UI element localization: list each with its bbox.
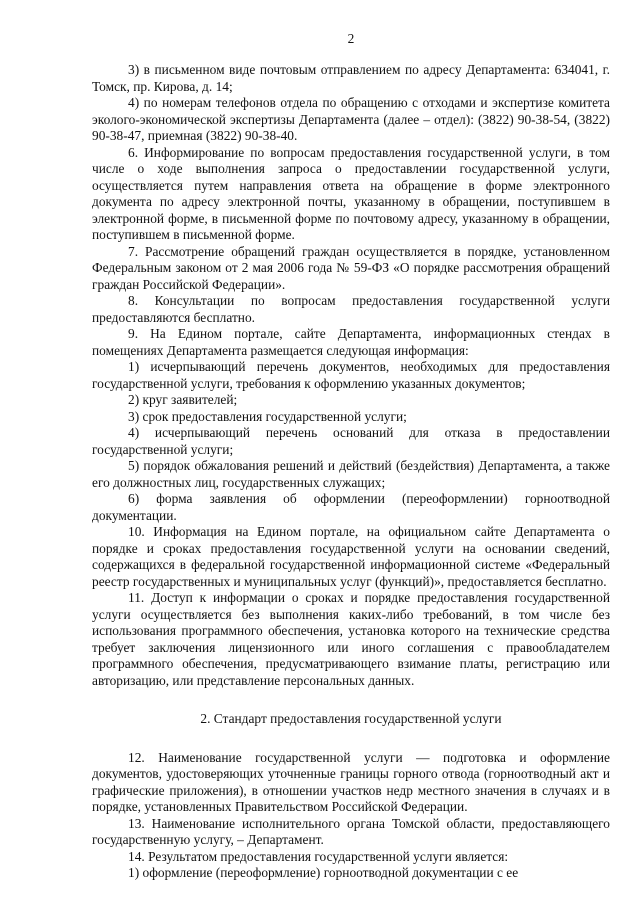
list-item-applicants: 2) круг заявителей;	[128, 392, 238, 407]
document-page	[92, 0, 610, 905]
list-item-application-form: 6) форма заявления об оформлении (переоформлении) горноотводной документации.	[92, 491, 610, 523]
paragraph-14-result: 14. Результатом предоставления государственной услуги является:	[128, 848, 509, 864]
paragraph-11-access: 11. Доступ к информации о сроках и порядке предоставления государственной услуги осуществляется без выполнения каких-либо требований, в том числе без использования программного обеспечения, установка которого на технические средства требует заключения лицензионного или иного соглашения с правообладателем программного обеспечения, предусматривающего взимание платы, регистрацию или авторизацию, или представление персональных данных.	[92, 590, 610, 688]
paragraph-10-free-info: 10. Информация на Едином портале, на официальном сайте Департамента о порядке и сроках предоставления государственной услуги на основании сведений, содержащихся в федеральной государственной информационной системе «Федеральный реестр государственных и муниципальных услуг (функций)», предоставляется бесплатно.	[92, 524, 610, 589]
paragraph-12-service-name: 12. Наименование государственной услуги — подготовка и оформление документов, удостоверяющих уточненные границы горного отвода (горноотводный акт и графические приложения), в отношении участков недр местного значения в случаях и в порядке, установленных Правительством Российской Федерации.	[92, 749, 610, 814]
paragraph-6-informing: 6. Информирование по вопросам предоставления государственной услуги, в том числе о ходе выполнения запроса о предоставлении государственной услуги, осуществляется путем направления ответа на обращение в форме электронного документа по адресу электронной почты, указанному в обращении, поступившем в электронной форме, в письменной форме по почтовому адресу, указанному в обращении, поступившем в письменной форме.	[92, 144, 610, 242]
section-heading: 2. Стандарт предоставления государственной услуги	[200, 711, 502, 726]
list-item-documents: 1) исчерпывающий перечень документов, необходимых для предоставления государственной услуги, требования к оформлению указанных документов;	[92, 359, 610, 391]
list-item-appeal: 5) порядок обжалования решений и действий (бездействия) Департамента, а также его должностных лиц, государственных служащих;	[92, 458, 610, 490]
document-body	[92, 62, 610, 882]
paragraph-8-consultations: 8. Консультации по вопросам предоставления государственной услуги предоставляются бесплатно.	[92, 293, 610, 325]
page-number: 2	[347, 31, 355, 46]
paragraph-7-review: 7. Рассмотрение обращений граждан осуществляется в порядке, установленном Федеральным законом от 2 мая 2006 года № 59-ФЗ «О порядке рассмотрения обращений граждан Российской Федерации».	[92, 243, 610, 292]
paragraph-mail-address: 3) в письменном виде почтовым отправлением по адресу Департамента: 634041, г. Томск, пр. Кирова, д. 14;	[92, 62, 610, 94]
list-item-refusal-grounds: 4) исчерпывающий перечень оснований для отказа в предоставлении государственной услуги;	[92, 425, 610, 457]
paragraph-phone-numbers: 4) по номерам телефонов отдела по обращению с отходами и экспертизе комитета эколого-экономической экспертизы Департамента (далее – отдел): (3822) 90-38-54, (3822) 90-38-47, приемная (3822) 90-38-40.	[92, 95, 610, 143]
paragraph-13-provider: 13. Наименование исполнительного органа Томской области, предоставляющего государственную услугу, – Департамент.	[92, 815, 610, 847]
list-item-term: 3) срок предоставления государственной услуги;	[128, 408, 407, 424]
list-item-result-1: 1) оформление (переоформление) горноотводной документации с ее	[128, 865, 519, 880]
paragraph-9-portal-info: 9. На Едином портале, сайте Департамента, информационных стендах в помещениях Департамента размещается следующая информация:	[92, 326, 610, 358]
